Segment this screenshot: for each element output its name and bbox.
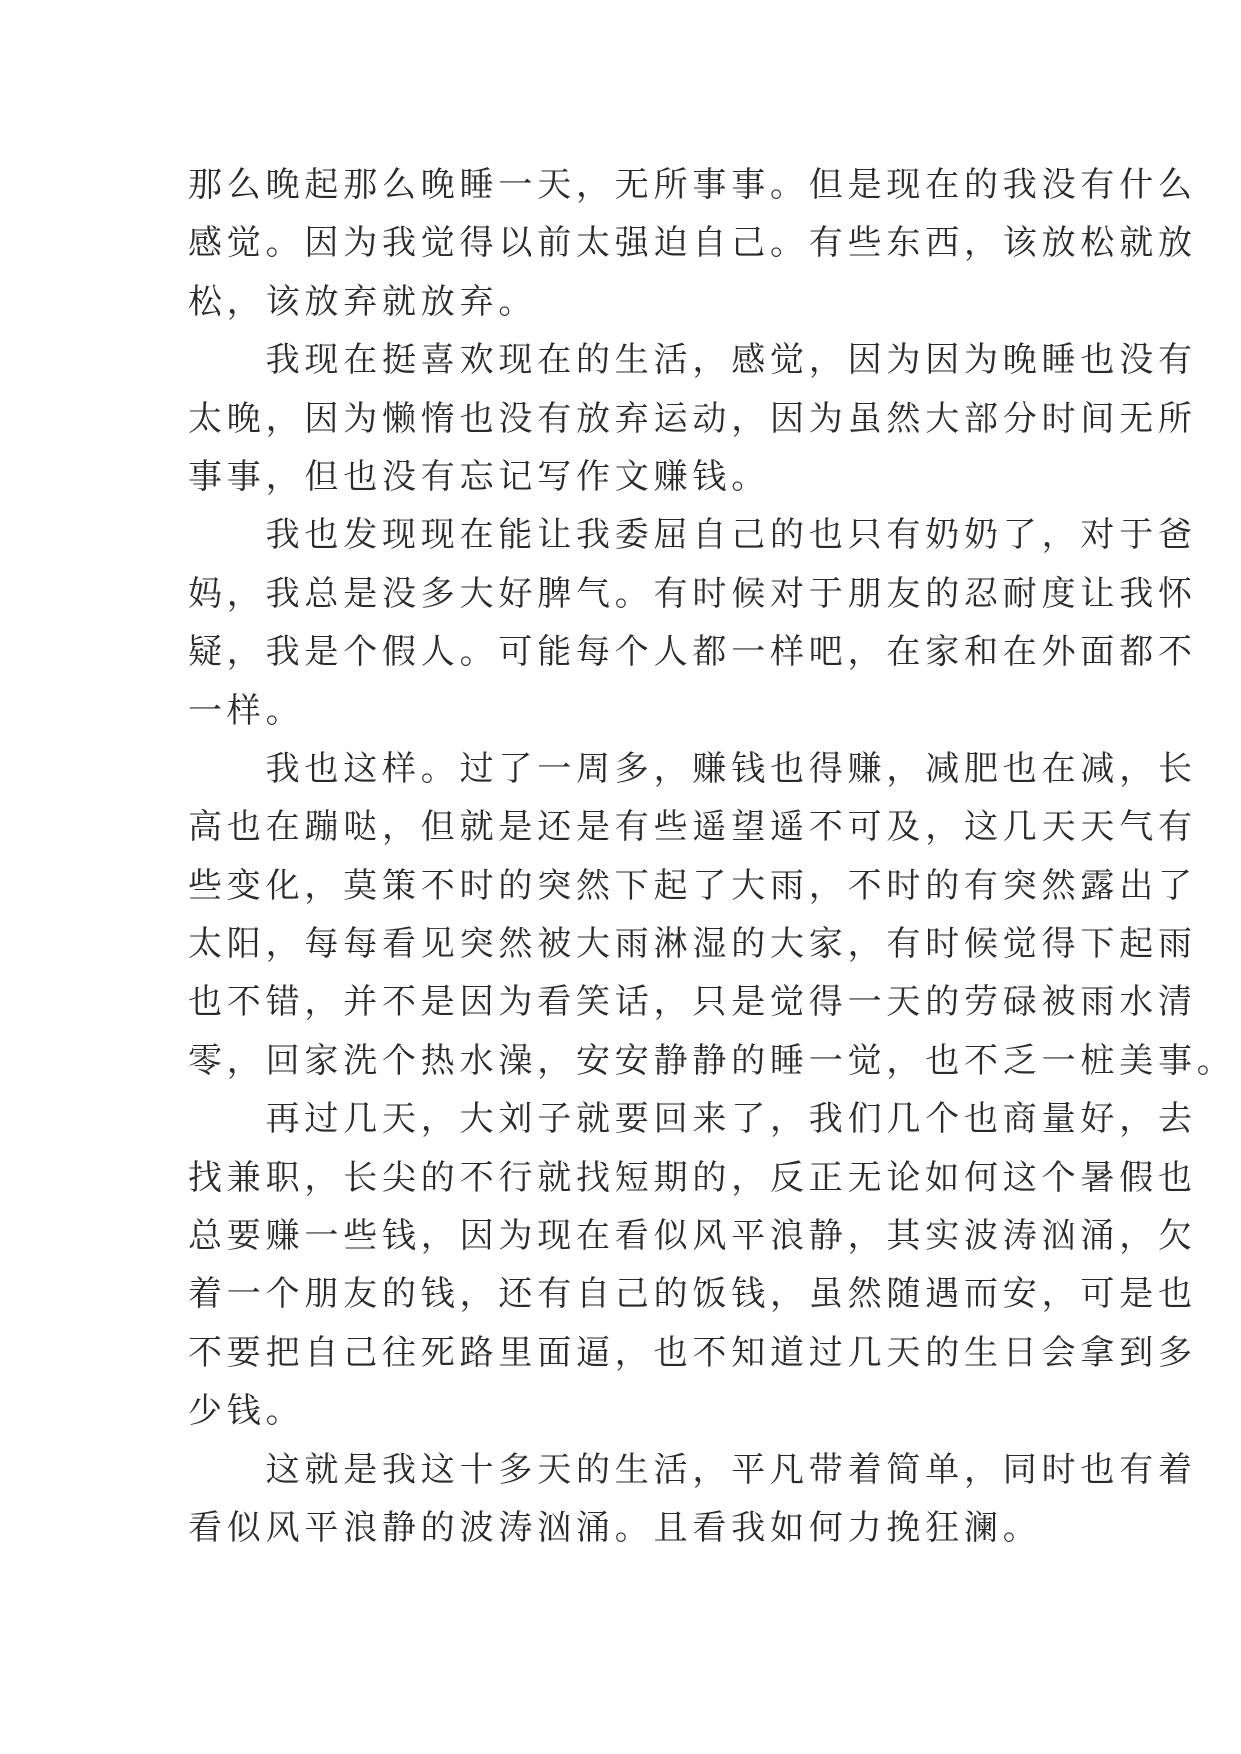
text-line: 事事，但也没有忘记写作文赚钱。 — [188, 456, 770, 497]
text-line: 着一个朋友的钱，还有自己的饭钱，虽然随遇而安，可是也 — [188, 1274, 1197, 1315]
text-line: 那么晚起那么晚睡一天，无所事事。但是现在的我没有什么 — [188, 165, 1197, 205]
text-line: 妈，我总是没多大好脾气。有时候对于朋友的忍耐度让我怀 — [188, 573, 1197, 614]
text-line: 再过几天，大刘子就要回来了，我们几个也商量好，去 — [188, 1099, 1197, 1140]
text-line: 我也发现现在能让我委屈自己的也只有奶奶了，对于爸 — [188, 515, 1197, 556]
text-line: 疑，我是个假人。可能每个人都一样吧，在家和在外面都不 — [188, 632, 1197, 673]
text-line: 感觉。因为我觉得以前太强迫自己。有些东西，该放松就放 — [188, 223, 1197, 264]
text-line: 我现在挺喜欢现在的生活，感觉，因为因为晚睡也没有 — [188, 340, 1197, 381]
paragraph — [188, 740, 1236, 1090]
paragraph — [188, 156, 1197, 331]
text-line: 这就是我这十多天的生活，平凡带着简单，同时也有着 — [188, 1449, 1197, 1490]
text-line: 不要把自己往死路里面逼，也不知道过几天的生日会拿到多 — [188, 1332, 1197, 1373]
text-line: 我也这样。过了一周多，赚钱也得赚，减肥也在减，长 — [188, 748, 1197, 789]
text-line: 太晚，因为懒惰也没有放弃运动，因为虽然大部分时间无所 — [188, 398, 1197, 439]
text-line: 看似风平浪静的波涛汹涌。且看我如何力挽狂澜。 — [188, 1507, 1042, 1548]
paragraph — [188, 1090, 1197, 1440]
text-line: 也不错，并不是因为看笑话，只是觉得一天的劳碌被雨水清 — [188, 982, 1197, 1023]
text-line: 高也在蹦哒，但就是还是有些遥望遥不可及，这几天天气有 — [188, 807, 1197, 848]
document-body — [188, 156, 1236, 1557]
text-line: 松，该放弃就放弃。 — [188, 281, 538, 322]
text-line: 零，回家洗个热水澡，安安静静的睡一觉，也不乏一桩美事。 — [188, 1040, 1236, 1081]
text-line: 找兼职，长尖的不行就找短期的，反正无论如何这个暑假也 — [188, 1157, 1197, 1198]
text-line: 总要赚一些钱，因为现在看似风平浪静，其实波涛汹涌，欠 — [188, 1216, 1197, 1257]
paragraph — [188, 506, 1197, 740]
text-line: 少钱。 — [188, 1391, 305, 1432]
text-line: 一样。 — [188, 690, 305, 731]
paragraph — [188, 331, 1197, 506]
text-line: 太阳，每每看见突然被大雨淋湿的大家，有时候觉得下起雨 — [188, 924, 1197, 965]
text-line: 些变化，莫策不时的突然下起了大雨，不时的有突然露出了 — [188, 865, 1197, 906]
paragraph — [188, 1441, 1197, 1558]
